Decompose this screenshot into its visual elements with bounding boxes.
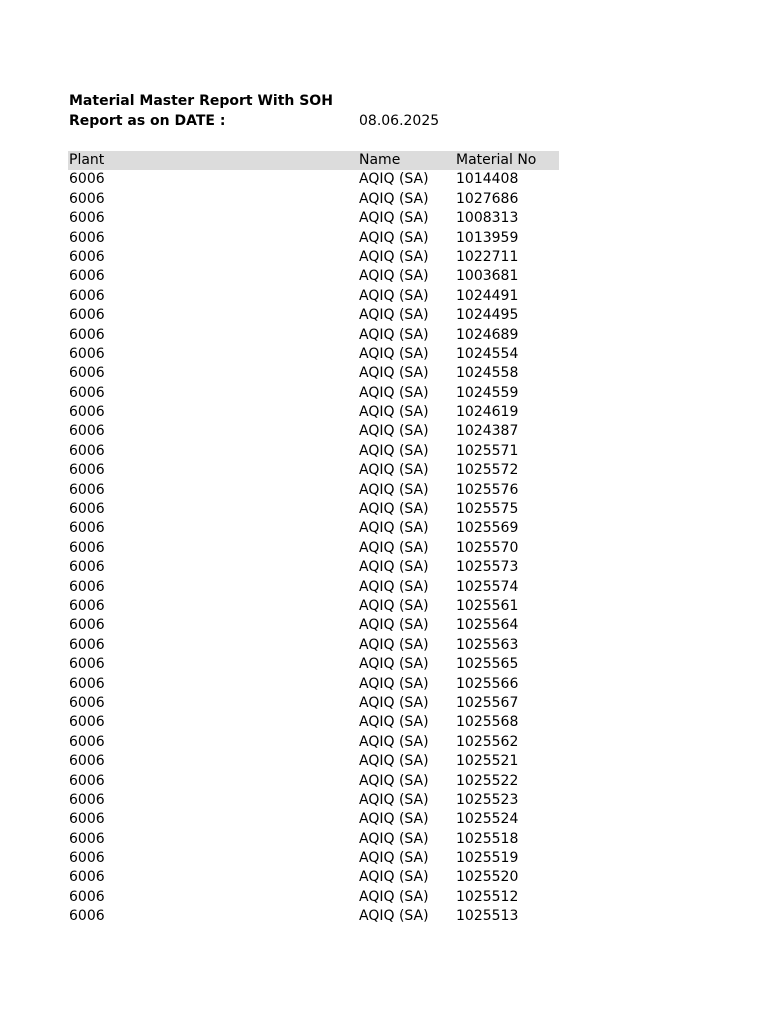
table-row (68, 655, 559, 674)
table-row (68, 675, 559, 694)
header-name: Name (359, 152, 401, 168)
cell-plant: 6006 (69, 908, 105, 925)
cell-material-no: 1024554 (456, 345, 519, 362)
cell-name: AQIQ (SA) (359, 326, 429, 343)
report-date-line (68, 111, 559, 131)
cell-name: AQIQ (SA) (359, 229, 429, 246)
cell-name: AQIQ (SA) (359, 481, 429, 498)
table-row (68, 384, 559, 403)
cell-material-no: 1025563 (456, 636, 519, 653)
cell-material-no: 1024491 (456, 287, 519, 304)
cell-name: AQIQ (SA) (359, 869, 429, 886)
cell-material-no: 1025520 (456, 869, 519, 886)
cell-material-no: 1025522 (456, 772, 519, 789)
cell-name: AQIQ (SA) (359, 888, 429, 905)
cell-plant: 6006 (69, 404, 105, 421)
cell-plant: 6006 (69, 733, 105, 750)
cell-material-no: 1025568 (456, 714, 519, 731)
table-row (68, 694, 559, 713)
cell-plant: 6006 (69, 365, 105, 382)
table-row (68, 364, 559, 383)
cell-material-no: 1025512 (456, 888, 519, 905)
cell-material-no: 1025567 (456, 694, 519, 711)
cell-plant: 6006 (69, 830, 105, 847)
cell-material-no: 1025566 (456, 675, 519, 692)
cell-material-no: 1025561 (456, 597, 519, 614)
cell-name: AQIQ (SA) (359, 908, 429, 925)
cell-plant: 6006 (69, 636, 105, 653)
report-date-label: Report as on DATE : (69, 113, 226, 129)
cell-plant: 6006 (69, 578, 105, 595)
cell-name: AQIQ (SA) (359, 559, 429, 576)
table-row (68, 326, 559, 345)
table-row (68, 888, 559, 907)
cell-name: AQIQ (SA) (359, 733, 429, 750)
cell-name: AQIQ (SA) (359, 404, 429, 421)
cell-material-no: 1024387 (456, 423, 519, 440)
cell-name: AQIQ (SA) (359, 501, 429, 518)
table-row (68, 248, 559, 267)
table-row (68, 461, 559, 480)
cell-name: AQIQ (SA) (359, 384, 429, 401)
table-row (68, 422, 559, 441)
cell-plant: 6006 (69, 326, 105, 343)
cell-plant: 6006 (69, 520, 105, 537)
cell-name: AQIQ (SA) (359, 753, 429, 770)
cell-name: AQIQ (SA) (359, 287, 429, 304)
table-row (68, 170, 559, 189)
table-row (68, 481, 559, 500)
table-row (68, 229, 559, 248)
cell-name: AQIQ (SA) (359, 617, 429, 634)
cell-material-no: 1025569 (456, 520, 519, 537)
cell-plant: 6006 (69, 307, 105, 324)
cell-plant: 6006 (69, 617, 105, 634)
cell-name: AQIQ (SA) (359, 462, 429, 479)
table-row (68, 287, 559, 306)
table-row (68, 713, 559, 732)
table-body (68, 170, 559, 926)
cell-plant: 6006 (69, 190, 105, 207)
table-row (68, 345, 559, 364)
cell-material-no: 1024619 (456, 404, 519, 421)
cell-plant: 6006 (69, 869, 105, 886)
cell-plant: 6006 (69, 888, 105, 905)
cell-plant: 6006 (69, 248, 105, 265)
cell-name: AQIQ (SA) (359, 850, 429, 867)
cell-material-no: 1008313 (456, 210, 519, 227)
cell-plant: 6006 (69, 791, 105, 808)
cell-material-no: 1025519 (456, 850, 519, 867)
cell-material-no: 1003681 (456, 268, 519, 285)
cell-name: AQIQ (SA) (359, 423, 429, 440)
table-row (68, 578, 559, 597)
cell-material-no: 1025518 (456, 830, 519, 847)
cell-plant: 6006 (69, 345, 105, 362)
cell-material-no: 1025513 (456, 908, 519, 925)
cell-plant: 6006 (69, 714, 105, 731)
cell-material-no: 1025573 (456, 559, 519, 576)
table-row (68, 849, 559, 868)
table-row (68, 733, 559, 752)
cell-material-no: 1025564 (456, 617, 519, 634)
cell-plant: 6006 (69, 384, 105, 401)
cell-material-no: 1025570 (456, 539, 519, 556)
cell-plant: 6006 (69, 656, 105, 673)
cell-material-no: 1024689 (456, 326, 519, 343)
cell-material-no: 1025571 (456, 442, 519, 459)
cell-material-no: 1022711 (456, 248, 519, 265)
material-table (68, 151, 559, 927)
table-row (68, 810, 559, 829)
table-row (68, 907, 559, 926)
cell-material-no: 1024495 (456, 307, 519, 324)
cell-plant: 6006 (69, 229, 105, 246)
cell-plant: 6006 (69, 539, 105, 556)
report-title-text: Material Master Report With SOH (69, 93, 333, 109)
table-row (68, 791, 559, 810)
cell-plant: 6006 (69, 287, 105, 304)
cell-material-no: 1024559 (456, 384, 519, 401)
table-row (68, 519, 559, 538)
table-row (68, 403, 559, 422)
table-row (68, 190, 559, 209)
cell-name: AQIQ (SA) (359, 636, 429, 653)
cell-material-no: 1025576 (456, 481, 519, 498)
table-row (68, 442, 559, 461)
table-row (68, 636, 559, 655)
cell-plant: 6006 (69, 268, 105, 285)
cell-plant: 6006 (69, 210, 105, 227)
table-row (68, 772, 559, 791)
cell-material-no: 1025575 (456, 501, 519, 518)
cell-plant: 6006 (69, 442, 105, 459)
table-row (68, 868, 559, 887)
cell-plant: 6006 (69, 481, 105, 498)
cell-material-no: 1025524 (456, 811, 519, 828)
header-material-no: Material No (456, 152, 537, 168)
cell-material-no: 1013959 (456, 229, 519, 246)
header-plant: Plant (69, 152, 105, 168)
cell-plant: 6006 (69, 597, 105, 614)
cell-material-no: 1025565 (456, 656, 519, 673)
table-row (68, 306, 559, 325)
cell-plant: 6006 (69, 811, 105, 828)
cell-plant: 6006 (69, 171, 105, 188)
report-date-value: 08.06.2025 (359, 113, 440, 129)
cell-material-no: 1025523 (456, 791, 519, 808)
cell-plant: 6006 (69, 501, 105, 518)
cell-name: AQIQ (SA) (359, 520, 429, 537)
cell-name: AQIQ (SA) (359, 791, 429, 808)
cell-plant: 6006 (69, 462, 105, 479)
table-row (68, 267, 559, 286)
cell-name: AQIQ (SA) (359, 714, 429, 731)
table-row (68, 616, 559, 635)
cell-name: AQIQ (SA) (359, 597, 429, 614)
table-row (68, 500, 559, 519)
cell-name: AQIQ (SA) (359, 811, 429, 828)
cell-material-no: 1025562 (456, 733, 519, 750)
cell-plant: 6006 (69, 423, 105, 440)
cell-name: AQIQ (SA) (359, 171, 429, 188)
table-row (68, 539, 559, 558)
cell-name: AQIQ (SA) (359, 772, 429, 789)
table-row (68, 752, 559, 771)
cell-name: AQIQ (SA) (359, 365, 429, 382)
cell-name: AQIQ (SA) (359, 345, 429, 362)
cell-material-no: 1025574 (456, 578, 519, 595)
cell-name: AQIQ (SA) (359, 578, 429, 595)
cell-name: AQIQ (SA) (359, 268, 429, 285)
cell-material-no: 1025572 (456, 462, 519, 479)
cell-material-no: 1024558 (456, 365, 519, 382)
table-row (68, 597, 559, 616)
cell-name: AQIQ (SA) (359, 694, 429, 711)
cell-plant: 6006 (69, 675, 105, 692)
table-row (68, 209, 559, 228)
table-header-row (68, 151, 559, 170)
cell-material-no: 1027686 (456, 190, 519, 207)
cell-plant: 6006 (69, 753, 105, 770)
cell-name: AQIQ (SA) (359, 190, 429, 207)
cell-name: AQIQ (SA) (359, 210, 429, 227)
cell-material-no: 1025521 (456, 753, 519, 770)
table-row (68, 830, 559, 849)
cell-plant: 6006 (69, 694, 105, 711)
cell-name: AQIQ (SA) (359, 830, 429, 847)
cell-name: AQIQ (SA) (359, 307, 429, 324)
cell-plant: 6006 (69, 772, 105, 789)
cell-name: AQIQ (SA) (359, 675, 429, 692)
cell-name: AQIQ (SA) (359, 539, 429, 556)
report (68, 91, 559, 925)
cell-material-no: 1014408 (456, 171, 519, 188)
cell-plant: 6006 (69, 559, 105, 576)
cell-name: AQIQ (SA) (359, 442, 429, 459)
report-title (68, 91, 559, 111)
cell-name: AQIQ (SA) (359, 656, 429, 673)
cell-plant: 6006 (69, 850, 105, 867)
cell-name: AQIQ (SA) (359, 248, 429, 265)
table-row (68, 558, 559, 577)
